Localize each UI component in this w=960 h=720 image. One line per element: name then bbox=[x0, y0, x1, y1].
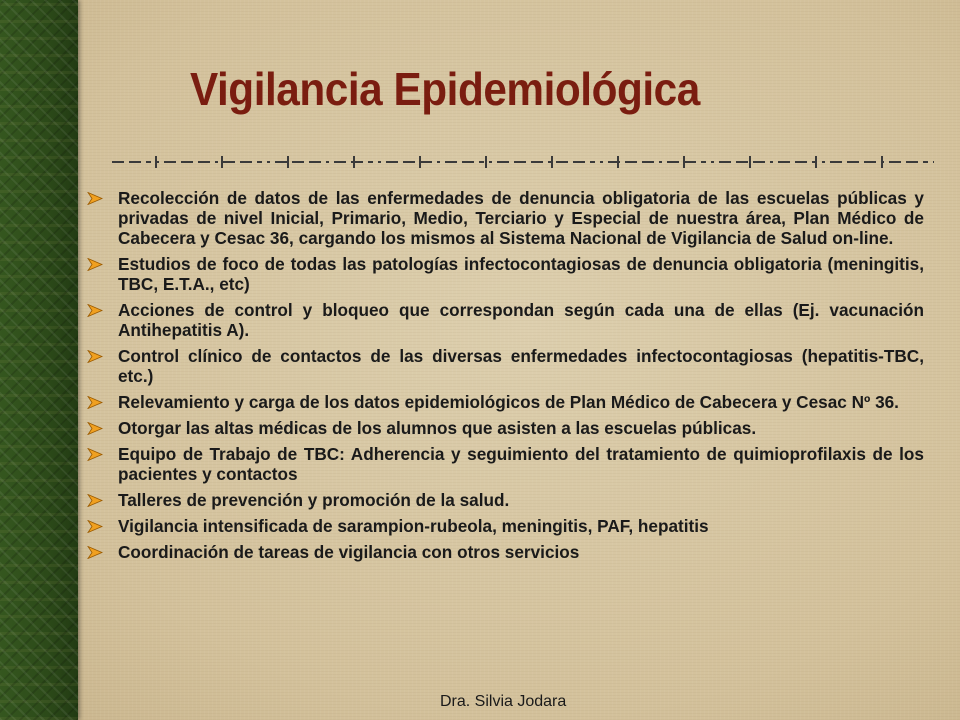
bullet-text: Talleres de prevención y promoción de la salud. bbox=[118, 490, 510, 510]
arrow-bullet-icon bbox=[87, 192, 103, 205]
arrow-bullet-icon bbox=[87, 304, 103, 317]
footer-author: Dra. Silvia Jodara bbox=[440, 693, 567, 710]
bullet-text: Recolección de datos de las enfermedades de denuncia obligatoria de las escuelas públicas y privadas de nivel Inicial, Primario, Medio, Terciario y Especial de nuestra área, Plan Médico de Cabecera y Cesac 36, cargando los mismos al Sistema Nacional de Vigilancia de Salud on-line. bbox=[118, 188, 924, 248]
arrow-bullet-icon bbox=[87, 448, 103, 461]
bullet-text: Coordinación de tareas de vigilancia con otros servicios bbox=[118, 542, 580, 562]
arrow-bullet-icon bbox=[87, 546, 103, 559]
arrow-bullet-icon bbox=[87, 494, 103, 507]
bullet-item bbox=[86, 300, 924, 340]
bullet-item bbox=[86, 188, 924, 248]
bullet-item bbox=[86, 392, 924, 412]
bullet-text: Acciones de control y bloqueo que correspondan según cada una de ellas (Ej. vacunación Antihepatitis A). bbox=[118, 300, 924, 340]
dashed-divider bbox=[112, 152, 934, 172]
bullet-item bbox=[86, 516, 924, 536]
bullet-item bbox=[86, 346, 924, 386]
arrow-bullet-icon bbox=[87, 422, 103, 435]
bullet-text: Relevamiento y carga de los datos epidemiológicos de Plan Médico de Cabecera y Cesac Nº 36. bbox=[118, 392, 899, 412]
slide-title: Vigilancia Epidemiológica bbox=[190, 63, 700, 115]
arrow-bullet-icon bbox=[87, 258, 103, 271]
arrow-bullet-icon bbox=[87, 520, 103, 533]
arrow-bullet-icon bbox=[87, 396, 103, 409]
bullet-text: Otorgar las altas médicas de los alumnos que asisten a las escuelas públicas. bbox=[118, 418, 757, 438]
bullet-item bbox=[86, 542, 924, 562]
bullet-text: Equipo de Trabajo de TBC: Adherencia y seguimiento del tratamiento de quimioprofilaxis de los pacientes y contactos bbox=[118, 444, 924, 484]
slide-content bbox=[86, 188, 924, 568]
arrow-bullet-icon bbox=[87, 350, 103, 363]
bullet-item bbox=[86, 444, 924, 484]
bullet-item bbox=[86, 254, 924, 294]
bullet-item bbox=[86, 418, 924, 438]
bullet-text: Control clínico de contactos de las diversas enfermedades infectocontagiosas (hepatitis-TBC, etc.) bbox=[118, 346, 924, 386]
bullet-text: Vigilancia intensificada de sarampion-rubeola, meningitis, PAF, hepatitis bbox=[118, 516, 709, 536]
bullet-list bbox=[86, 188, 924, 562]
left-decorative-bar bbox=[0, 0, 78, 720]
bullet-item bbox=[86, 490, 924, 510]
bullet-text: Estudios de foco de todas las patologías infectocontagiosas de denuncia obligatoria (meningitis, TBC, E.T.A., etc) bbox=[118, 254, 924, 294]
